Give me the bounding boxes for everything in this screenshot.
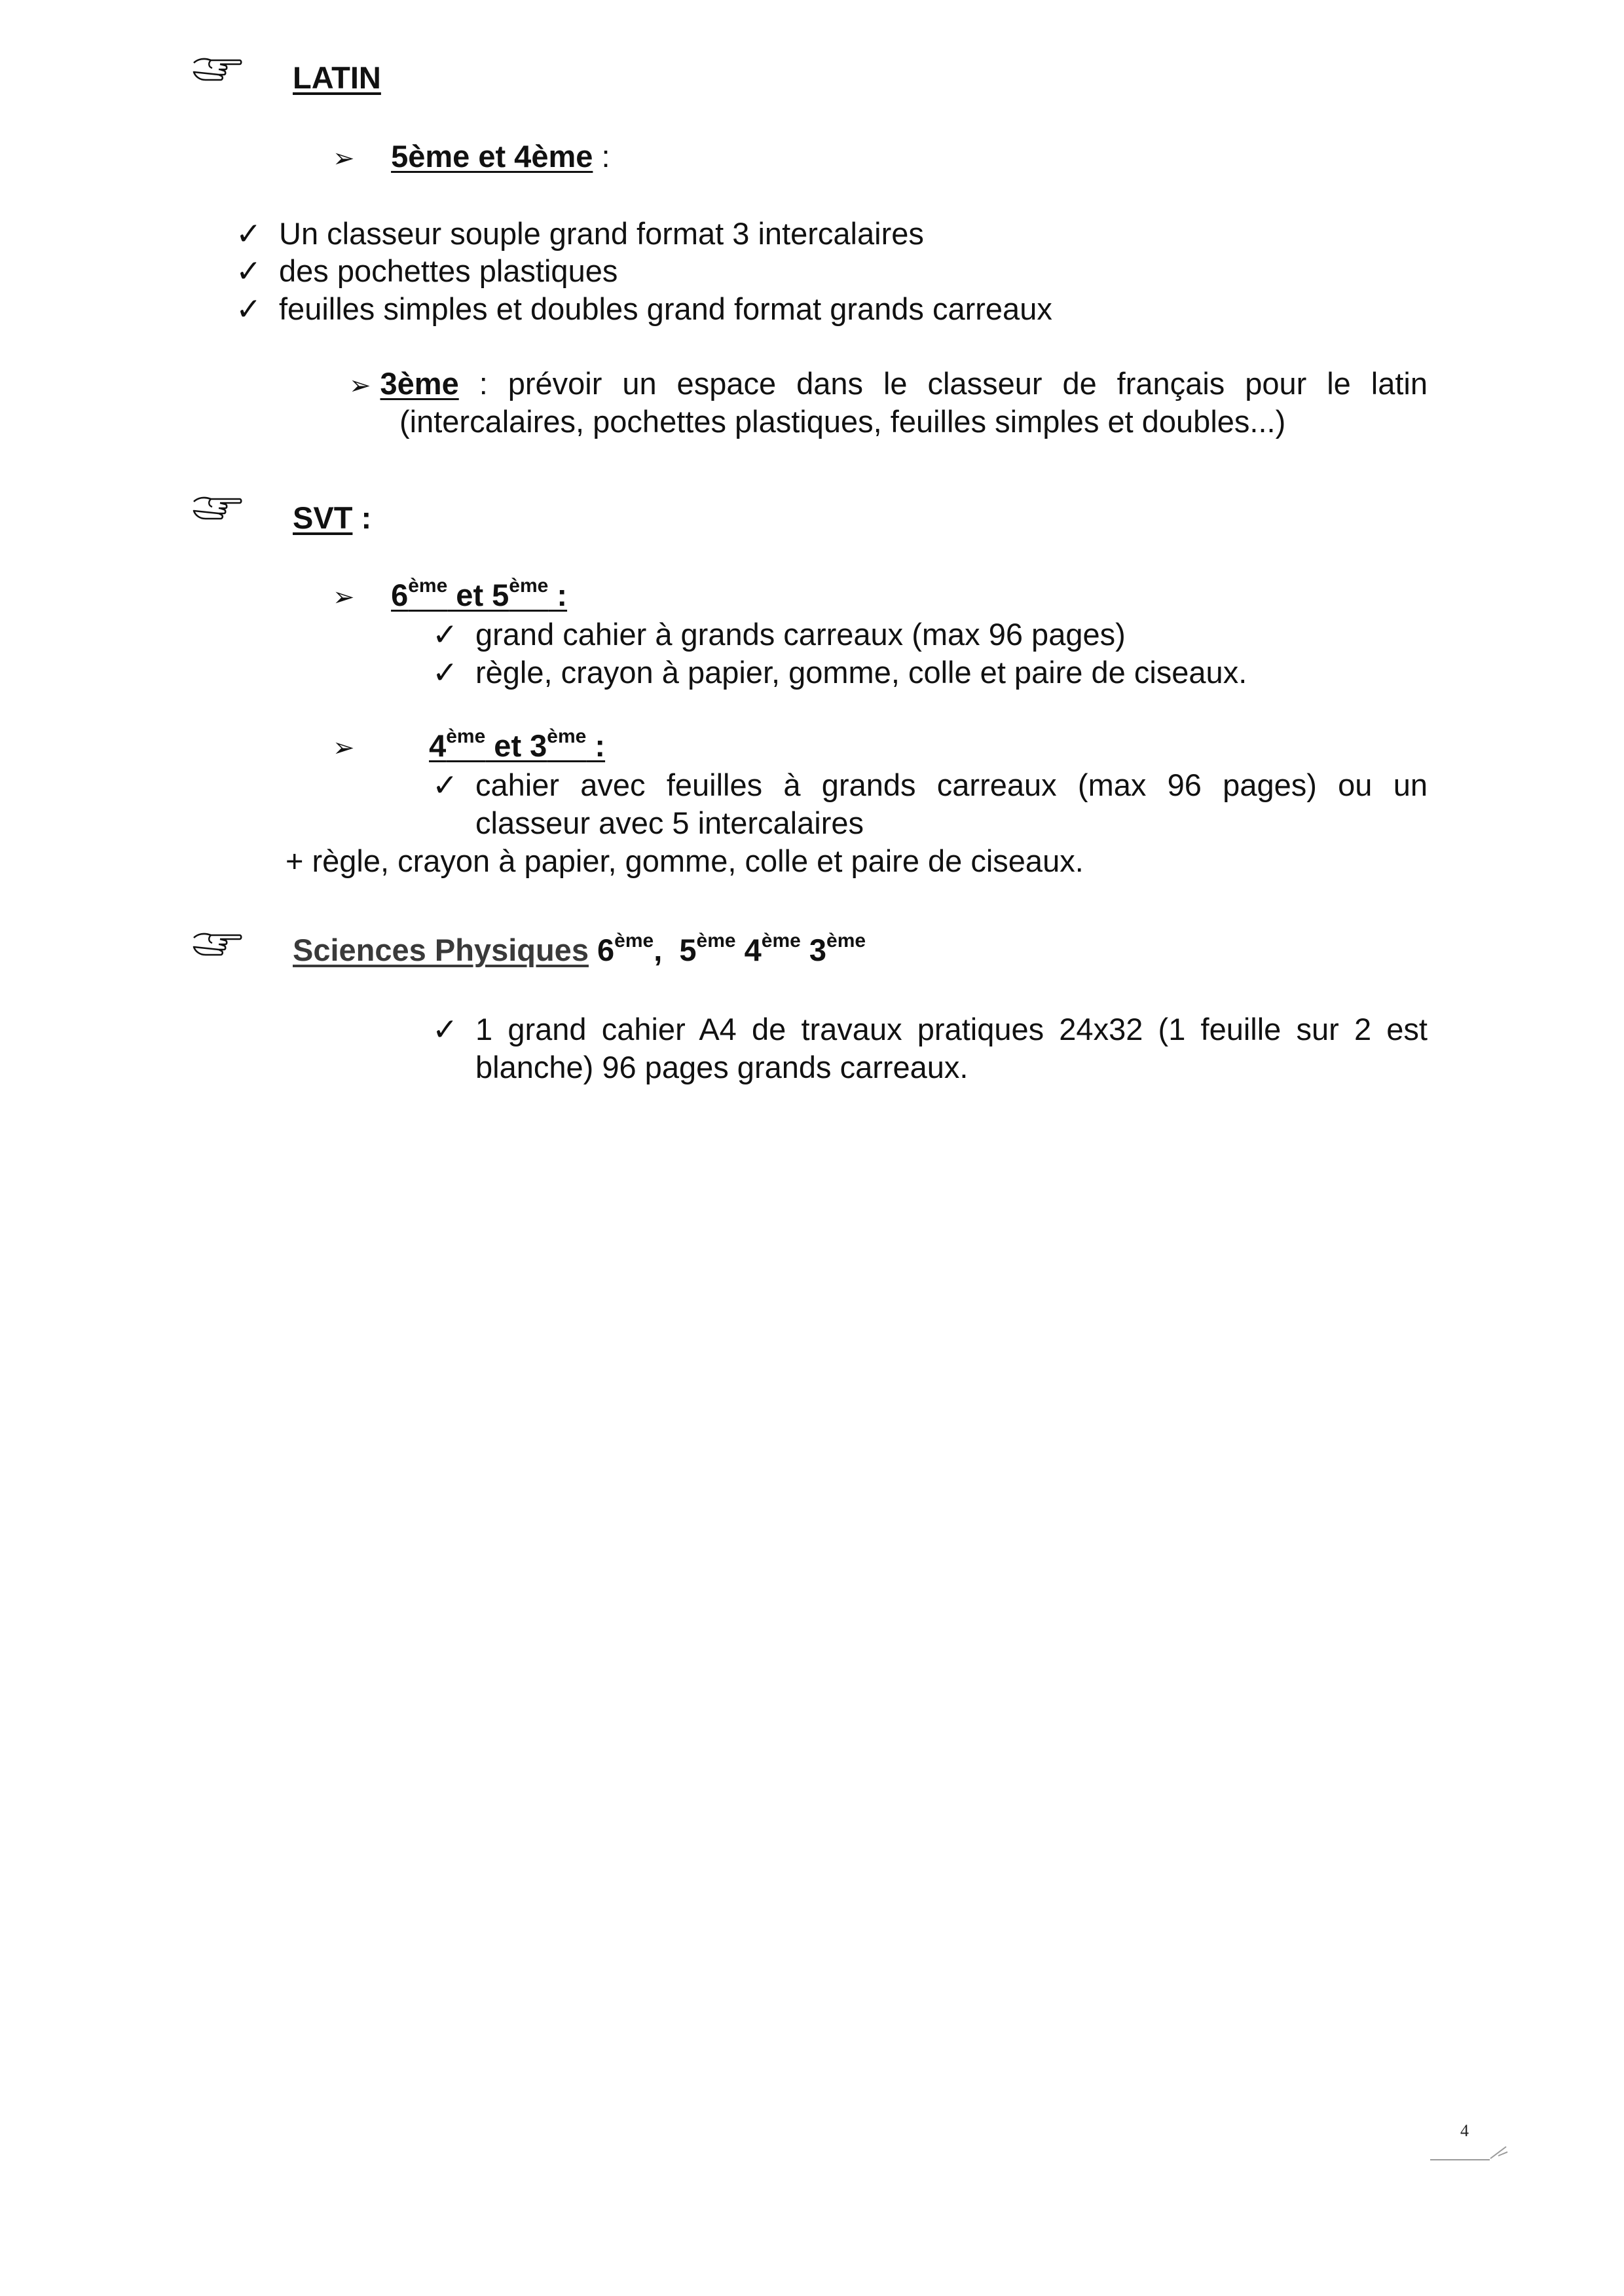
latin-item-2: des pochettes plastiques	[279, 253, 618, 288]
latin-level-heading	[333, 138, 610, 175]
list-item	[432, 654, 1247, 691]
latin-item-3: feuilles simples et doubles grand format grands carreaux	[279, 291, 1052, 326]
list-item	[432, 766, 1428, 804]
latin-3eme-line2: (intercalaires, pochettes plastiques, feuilles simples et doubles...)	[399, 404, 1286, 439]
svt-title: SVT	[293, 500, 353, 535]
check-icon: ✓	[432, 655, 458, 690]
check-icon: ✓	[432, 1012, 458, 1046]
latin-3eme-line1	[349, 365, 1428, 402]
list-item	[236, 290, 1052, 327]
list-item	[432, 1010, 1428, 1048]
svt-g1-mid: et 5	[447, 578, 509, 612]
latin-level-colon: :	[593, 139, 610, 174]
pointing-hand-icon	[191, 54, 242, 81]
svt-g1-item-2: règle, crayon à papier, gomme, colle et paire de ciseaux.	[475, 655, 1247, 690]
arrow-bullet-icon: ➢	[333, 733, 355, 762]
svt-g2-colon: :	[586, 728, 606, 763]
svt-g2-sup2: ème	[547, 726, 587, 748]
check-icon: ✓	[236, 216, 262, 251]
svt-g1-item-1: grand cahier à grands carreaux (max 96 pages)	[475, 617, 1126, 652]
physique-level-6: 6ème,	[597, 930, 680, 967]
physique-level-3: 3ème	[809, 930, 866, 967]
svt-g2-n1: 4	[429, 728, 447, 763]
svt-heading	[293, 499, 371, 536]
latin-3eme-text: : prévoir un espace dans le classeur de français pour le latin	[458, 366, 1428, 401]
physique-level-5: 5ème	[679, 930, 736, 967]
latin-item-1: Un classeur souple grand format 3 intercalaires	[279, 216, 924, 251]
svt-group-1-heading	[333, 576, 567, 614]
page-number: 4	[1460, 2121, 1469, 2140]
latin-level-label: 5ème et 4ème	[391, 139, 593, 174]
page-number-scribble	[1428, 2140, 1513, 2166]
svt-extra-line: + règle, crayon à papier, gomme, colle et paire de ciseaux.	[286, 843, 1084, 878]
svt-g2-item-line1: cahier avec feuilles à grands carreaux (max 96 pages) ou un	[475, 768, 1428, 802]
latin-3eme-label: 3ème	[380, 366, 459, 401]
svt-title-colon: :	[352, 500, 372, 535]
pointing-hand-icon	[191, 492, 242, 520]
check-icon: ✓	[236, 253, 262, 288]
list-item	[432, 616, 1126, 653]
list-item	[236, 252, 618, 289]
svt-g2-sup1: ème	[446, 726, 486, 748]
physique-title: Sciences Physiques	[293, 933, 589, 967]
arrow-bullet-icon: ➢	[333, 583, 355, 612]
pointing-hand-icon	[191, 929, 242, 956]
check-icon: ✓	[236, 291, 262, 326]
latin-title: LATIN	[293, 60, 381, 95]
svt-g1-colon: :	[548, 578, 568, 612]
svt-group-2-heading	[333, 727, 605, 764]
svt-g2-mid: et 3	[485, 728, 547, 763]
physique-level-4: 4ème	[744, 930, 801, 967]
svt-g2-item-line2: classeur avec 5 intercalaires	[475, 805, 864, 840]
svt-g1-sup2: ème	[509, 575, 549, 597]
svt-g1-sup1: ème	[408, 575, 448, 597]
physique-item-line2: blanche) 96 pages grands carreaux.	[475, 1050, 969, 1084]
svt-g1-n1: 6	[391, 578, 409, 612]
physique-item-line1: 1 grand cahier A4 de travaux pratiques 24x32 (1 feuille sur 2 est	[475, 1012, 1428, 1046]
check-icon: ✓	[432, 617, 458, 652]
arrow-bullet-icon: ➢	[349, 371, 371, 400]
physique-heading	[293, 931, 866, 969]
check-icon: ✓	[432, 768, 458, 802]
arrow-bullet-icon: ➢	[333, 144, 355, 173]
list-item	[236, 215, 924, 252]
